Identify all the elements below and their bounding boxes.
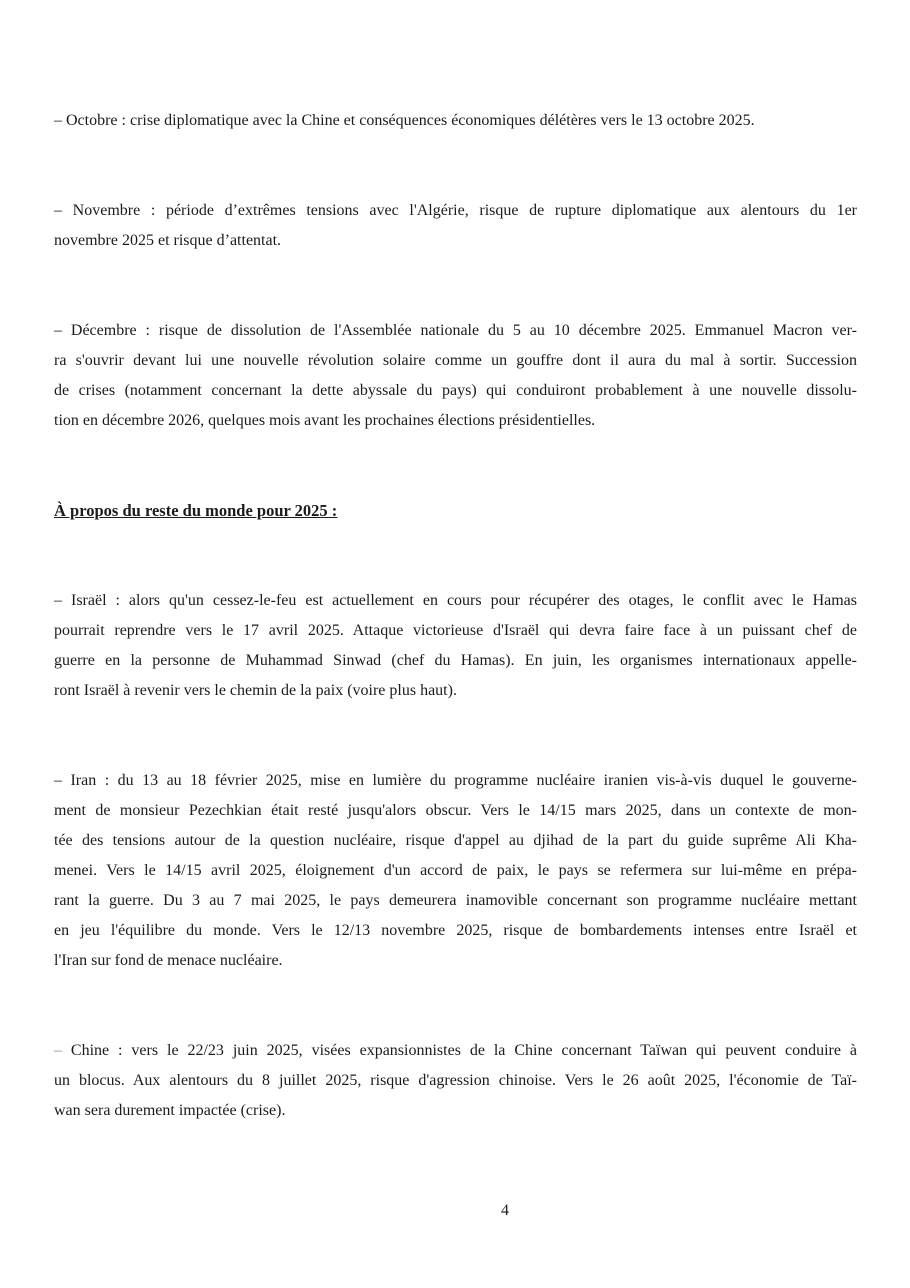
page-number: 4	[501, 1202, 509, 1219]
paragraph-iran	[54, 766, 857, 976]
text-line: – Israël : alors qu'un cessez-le-feu est actuellement en cours pour récupérer des otages, le conflit avec le Hamas	[54, 592, 857, 609]
paragraph-israel	[54, 586, 857, 706]
text-line: – Iran : du 13 au 18 février 2025, mise en lumière du programme nucléaire iranien vis-à-vis duquel le gouverne-	[54, 772, 857, 789]
text-line: l'Iran sur fond de menace nucléaire.	[54, 952, 283, 969]
paragraph-decembre	[54, 316, 857, 436]
text-line: – Décembre : risque de dissolution de l'Assemblée nationale du 5 au 10 décembre 2025. Emmanuel Macron ver-	[54, 322, 857, 339]
paragraph-novembre	[54, 196, 857, 256]
text-line: – Novembre : période d’extrêmes tensions avec l'Algérie, risque de rupture diplomatique aux alentours du 1er	[54, 202, 857, 219]
text-line: menei. Vers le 14/15 avril 2025, éloignement d'un accord de paix, le pays se refermera sur lui-même en prépa-	[54, 862, 857, 879]
text-line: tée des tensions autour de la question nucléaire, risque d'appel au djihad de la part du guide suprême Ali Kha-	[54, 832, 857, 849]
text-line: guerre en la personne de Muhammad Sinwad (chef du Hamas). En juin, les organismes internationaux appelle-	[54, 652, 857, 669]
text-line: de crises (notamment concernant la dette abyssale du pays) qui conduiront probablement à une nouvelle dissolu-	[54, 382, 857, 399]
text-line: pourrait reprendre vers le 17 avril 2025. Attaque victorieuse d'Israël qui devra faire face à un puissant chef de	[54, 622, 857, 639]
paragraph-octobre	[54, 106, 857, 136]
paragraph-chine	[54, 1036, 857, 1126]
text-line: ront Israël à revenir vers le chemin de la paix (voire plus haut).	[54, 682, 457, 699]
tinted-dash: –	[54, 1042, 62, 1059]
text-line: wan sera durement impactée (crise).	[54, 1102, 286, 1119]
text-line-fragment: Chine : vers le 22/23 juin 2025, visées expansionnistes de la Chine concernant Taïwan qui peuvent conduire à	[62, 1042, 857, 1059]
section-heading-world-2025: À propos du reste du monde pour 2025 :	[54, 501, 338, 520]
text-content	[54, 106, 857, 1186]
text-line: ment de monsieur Pezechkian était resté jusqu'alors obscur. Vers le 14/15 mars 2025, dans un contexte de mon-	[54, 802, 857, 819]
text-line: novembre 2025 et risque d’attentat.	[54, 232, 282, 249]
text-line: tion en décembre 2026, quelques mois avant les prochaines élections présidentielles.	[54, 412, 596, 429]
text-line: en jeu l'équilibre du monde. Vers le 12/13 novembre 2025, risque de bombardements intenses entre Israël et	[54, 922, 857, 939]
text-line: ra s'ouvrir devant lui une nouvelle révolution solaire comme un gouffre dont il aura du mal à sortir. Succession	[54, 352, 857, 369]
text-line: rant la guerre. Du 3 au 7 mai 2025, le pays demeurera inamovible concernant son programme nucléaire mettant	[54, 892, 857, 909]
text-line	[54, 1036, 857, 1066]
text-line: un blocus. Aux alentours du 8 juillet 2025, risque d'agression chinoise. Vers le 26 août 2025, l'économie de Taï-	[54, 1072, 857, 1089]
text-line: – Octobre : crise diplomatique avec la Chine et conséquences économiques délétères vers le 13 octobre 2025.	[54, 112, 755, 129]
